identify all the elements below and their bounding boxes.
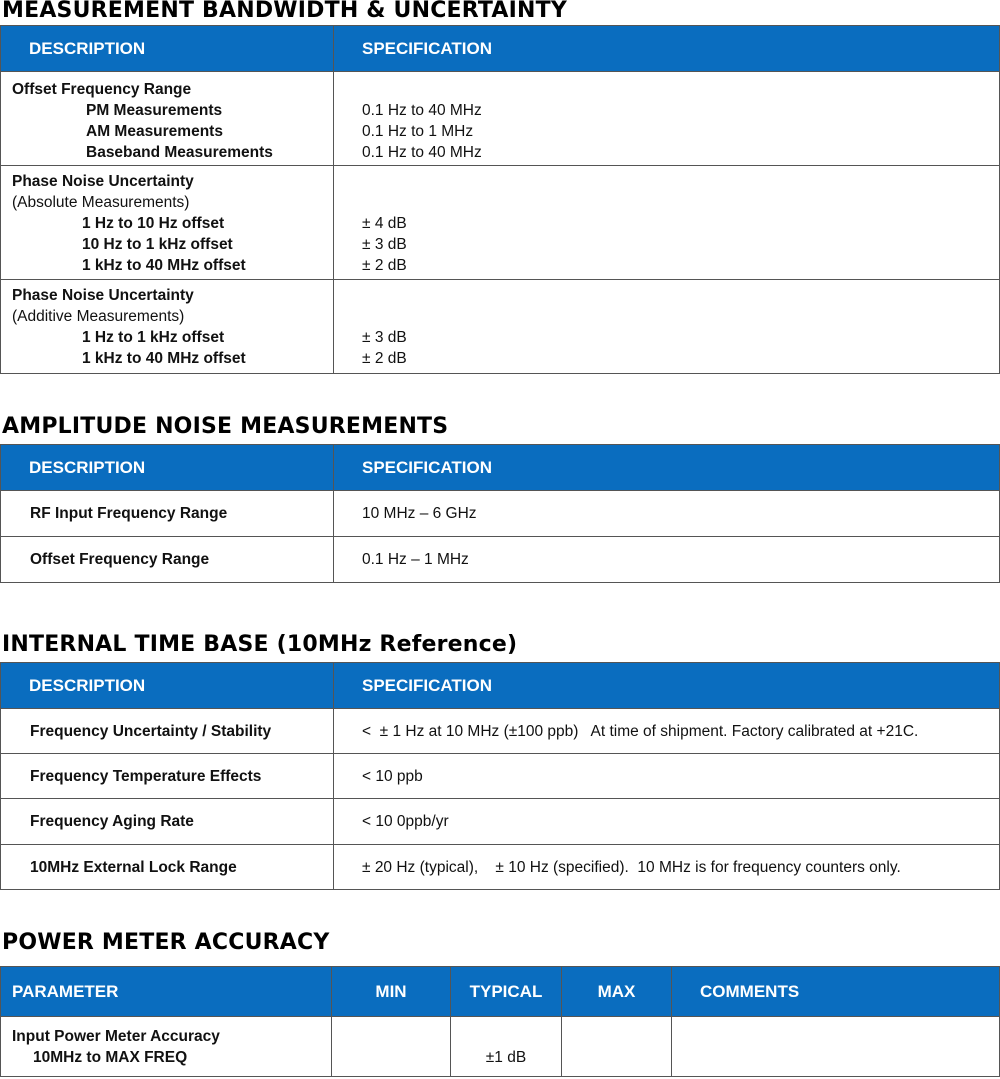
table-header-row <box>1 26 1000 72</box>
row-item-label: 1 kHz to 40 MHz offset <box>82 257 246 274</box>
row-specification: < ± 1 Hz at 10 MHz (±100 ppb) At time of shipment. Factory calibrated at +21C. <box>334 709 1000 754</box>
row-item-label: AM Measurements <box>86 123 223 140</box>
row-item-value: ± 3 dB <box>362 329 407 346</box>
table-row <box>1 166 1000 280</box>
section-title-power: POWER METER ACCURACY <box>2 930 330 955</box>
table-header-row <box>1 445 1000 491</box>
header-specification: SPECIFICATION <box>334 26 1000 72</box>
row-title: Phase Noise Uncertainty <box>12 173 194 190</box>
row-item-label: Baseband Measurements <box>86 144 273 161</box>
bandwidth-table <box>0 25 1000 374</box>
row-item-value: ± 2 dB <box>362 257 407 274</box>
row-subtitle: (Additive Measurements) <box>12 308 185 325</box>
row-item-value: ± 4 dB <box>362 215 407 232</box>
row-subtitle: 10MHz to MAX FREQ <box>33 1049 188 1066</box>
header-parameter: PARAMETER <box>1 967 332 1017</box>
row-title: Input Power Meter Accuracy <box>12 1028 220 1045</box>
section-title-amplitude: AMPLITUDE NOISE MEASUREMENTS <box>2 414 449 439</box>
row-item-value: 0.1 Hz to 40 MHz <box>362 144 482 161</box>
row-item-label: 1 Hz to 1 kHz offset <box>82 329 225 346</box>
table-row <box>1 845 1000 890</box>
row-description: Frequency Aging Rate <box>1 799 334 845</box>
row-max <box>562 1017 672 1077</box>
row-item-label: 1 kHz to 40 MHz offset <box>82 350 246 367</box>
row-title: Phase Noise Uncertainty <box>12 287 194 304</box>
section-title-timebase: INTERNAL TIME BASE (10MHz Reference) <box>2 632 518 657</box>
table-row <box>1 709 1000 754</box>
row-description: Frequency Temperature Effects <box>1 754 334 799</box>
row-description: RF Input Frequency Range <box>1 491 334 537</box>
row-description <box>1 280 334 374</box>
header-specification: SPECIFICATION <box>334 445 1000 491</box>
row-title: Offset Frequency Range <box>12 81 192 98</box>
power-table <box>0 966 1000 1077</box>
section-title-bandwidth: MEASUREMENT BANDWIDTH & UNCERTAINTY <box>2 0 567 23</box>
row-specification: < 10 ppb <box>334 754 1000 799</box>
row-item-label: 10 Hz to 1 kHz offset <box>82 236 233 253</box>
row-specification: 10 MHz – 6 GHz <box>334 491 1000 537</box>
header-max: MAX <box>562 967 672 1017</box>
row-specification <box>334 166 1000 280</box>
timebase-table <box>0 662 1000 890</box>
row-item-label: 1 Hz to 10 Hz offset <box>82 215 225 232</box>
row-specification: 0.1 Hz – 1 MHz <box>334 537 1000 583</box>
header-min: MIN <box>332 967 451 1017</box>
header-specification: SPECIFICATION <box>334 663 1000 709</box>
row-parameter <box>1 1017 332 1077</box>
row-description: 10MHz External Lock Range <box>1 845 334 890</box>
row-description <box>1 166 334 280</box>
table-row <box>1 72 1000 166</box>
header-typical: TYPICAL <box>451 967 562 1017</box>
table-row <box>1 491 1000 537</box>
row-description <box>1 72 334 166</box>
table-row <box>1 1017 1000 1077</box>
table-header-row <box>1 663 1000 709</box>
row-specification: < 10 0ppb/yr <box>334 799 1000 845</box>
row-item-value: ± 3 dB <box>362 236 407 253</box>
row-specification <box>334 72 1000 166</box>
row-item-label: PM Measurements <box>86 102 223 119</box>
row-item-value: 0.1 Hz to 40 MHz <box>362 102 482 119</box>
table-row <box>1 799 1000 845</box>
header-description: DESCRIPTION <box>1 445 334 491</box>
table-row <box>1 754 1000 799</box>
row-item-value: 0.1 Hz to 1 MHz <box>362 123 474 140</box>
row-subtitle: (Absolute Measurements) <box>12 194 190 211</box>
header-description: DESCRIPTION <box>1 663 334 709</box>
row-description: Frequency Uncertainty / Stability <box>1 709 334 754</box>
row-item-value: ± 2 dB <box>362 350 407 367</box>
row-min <box>332 1017 451 1077</box>
row-specification: ± 20 Hz (typical), ± 10 Hz (specified). 10 MHz is for frequency counters only. <box>334 845 1000 890</box>
table-header-row <box>1 967 1000 1017</box>
header-description: DESCRIPTION <box>1 26 334 72</box>
amplitude-table <box>0 444 1000 583</box>
row-comments <box>672 1017 1000 1077</box>
row-description: Offset Frequency Range <box>1 537 334 583</box>
table-row <box>1 280 1000 374</box>
header-comments: COMMENTS <box>672 967 1000 1017</box>
table-row <box>1 537 1000 583</box>
row-specification <box>334 280 1000 374</box>
row-typical: ±1 dB <box>451 1017 562 1077</box>
